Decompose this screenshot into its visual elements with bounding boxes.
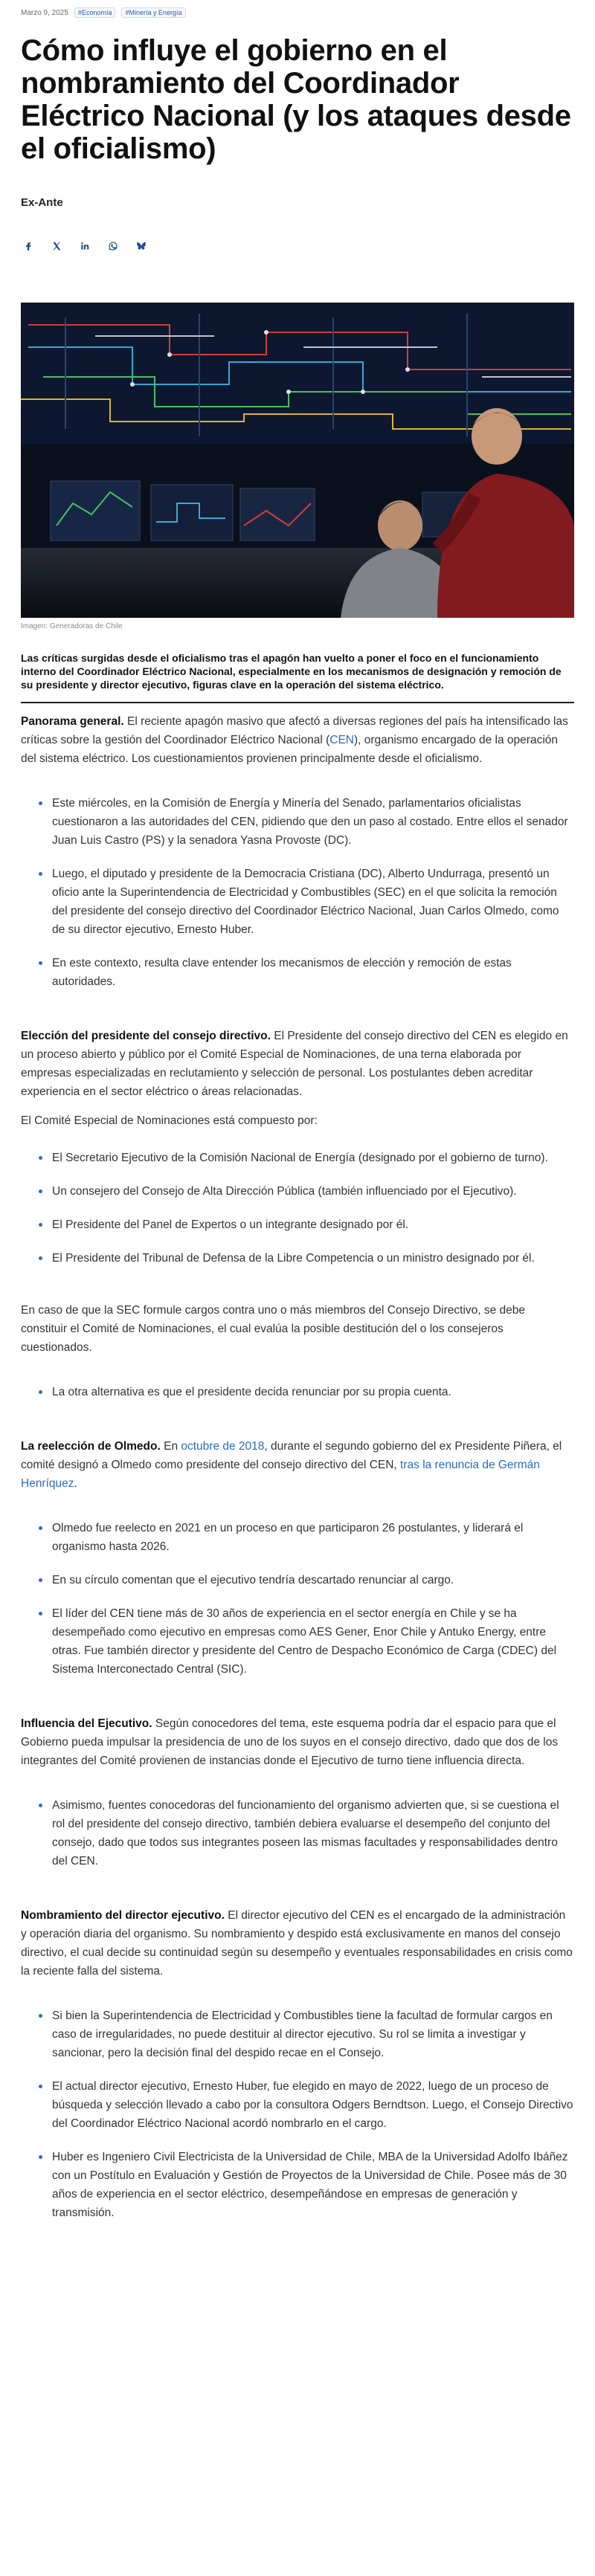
bullet-list (21, 794, 574, 991)
paragraph-text: , durante el segundo gobierno del ex Presidente Piñera, el comité designó a Olmedo como presidente del consejo directivo del CEN, (21, 1440, 562, 1471)
section-heading: La reelección de Olmedo. (21, 1440, 161, 1453)
tag-economia[interactable]: #Economía (74, 7, 116, 18)
list-item: Luego, el diputado y presidente de la Democracia Cristiana (DC), Alberto Undurraga, presentó un oficio ante la Superintendencia de Electricidad y Combustibles (SEC) en el que solicita la remoción del presidente del consejo directivo del Coordinador Eléctrico Nacional, Juan Carlos Olmedo, como de su director ejecutivo, Ernesto Huber. (21, 865, 574, 939)
bullet-list (21, 2007, 574, 2222)
author-name[interactable]: Ex-Ante (21, 196, 63, 209)
article-lead: Las críticas surgidas desde el oficialismo tras el apagón han vuelto a poner el foco en el funcionamiento interno del Coordinador Eléctrico Nacional, especialmente en los mecanismos de designación y remoción de su presidente y director ejecutivo, figuras clave en la operación del sistema eléctrico. (21, 651, 574, 703)
section-heading: Panorama general. (21, 715, 124, 728)
paragraph-text: . (74, 1477, 77, 1490)
list-item: La otra alternativa es que el presidente decida renunciar por su propia cuenta. (21, 1383, 574, 1401)
section-influencia (21, 1714, 574, 1770)
x-icon[interactable] (49, 239, 64, 254)
paragraph: En caso de que la SEC formule cargos contra uno o más miembros del Consejo Directivo, se debe constituir el Comité de Nominaciones, el cual evalúa la posible destitución del o los consejeros cuestionados. (21, 1304, 526, 1354)
cen-link[interactable]: CEN (329, 734, 354, 746)
section-director (21, 1906, 574, 1981)
publish-date: Marzo 9, 2025 (21, 8, 68, 17)
paragraph-text: ), organismo encargado de la operación del sistema eléctrico. Los cuestionamientos provienen principalmente desde el oficialismo. (21, 734, 559, 765)
list-item: El Presidente del Panel de Expertos o un integrante designado por él. (21, 1216, 574, 1234)
whatsapp-icon[interactable] (106, 239, 120, 254)
paragraph-text: El reciente apagón masivo que afectó a diversas regiones del país ha intensificado las críticas sobre la gestión del Coordinador Eléctrico Nacional ( (21, 715, 568, 746)
paragraph-text: El director ejecutivo del CEN es el encargado de la administración y operación diaria del organismo. Su nombramiento y despido está exclusivamente en manos del consejo directivo, el cual decide su continuidad según su desempeño y eventuales responsabilidades en crisis como la reciente falla del sistema. (21, 1909, 573, 1978)
paragraph: El Comité Especial de Nominaciones está compuesto por: (21, 1114, 318, 1127)
bullet-list (21, 1519, 574, 1679)
list-item: El Secretario Ejecutivo de la Comisión Nacional de Energía (designado por el gobierno de turno). (21, 1149, 574, 1167)
list-item: En este contexto, resulta clave entender los mecanismos de elección y remoción de estas autoridades. (21, 954, 574, 991)
article-meta (21, 0, 574, 19)
section-heading: Influencia del Ejecutivo. (21, 1717, 152, 1730)
list-item: Este miércoles, en la Comisión de Energía y Minería del Senado, parlamentarios oficialistas cuestionaron a las autoridades del CEN, pidiendo que den un paso al costado. Entre ellos el senador Juan Luis Castro (PS) y la senadora Yasna Provoste (DC). (21, 794, 574, 850)
section-heading: Elección del presidente del consejo directivo. (21, 1030, 271, 1042)
list-item: Si bien la Superintendencia de Electricidad y Combustibles tiene la facultad de formular cargos en caso de irregularidades, no puede destituir al director ejecutivo. Su rol se limita a investigar y sancionar, pero la decisión final del despido recae en el Consejo. (21, 2007, 574, 2062)
list-item: Un consejero del Consejo de Alta Dirección Pública (también influenciado por el Ejecutivo). (21, 1182, 574, 1201)
list-item: Olmedo fue reelecto en 2021 en un proceso en que participaron 26 postulantes, y liderará el organismo hasta 2026. (21, 1519, 574, 1556)
paragraph-text: Según conocedores del tema, este esquema podría dar el espacio para que el Gobierno pueda impulsar la presidencia de uno de los suyos en el consejo directivo, dado que dos de los integrantes del Comité provienen de instancias donde el Ejecutivo de turno tiene influencia directa. (21, 1717, 559, 1767)
bluesky-icon[interactable] (134, 239, 149, 254)
bullet-list (21, 1149, 574, 1268)
bullet-list (21, 1383, 574, 1401)
bullet-list (21, 1796, 574, 1870)
list-item: El Presidente del Tribunal de Defensa de la Libre Competencia o un ministro designado por él. (21, 1249, 574, 1268)
section-heading: Nombramiento del director ejecutivo. (21, 1909, 225, 1922)
list-item: En su círculo comentan que el ejecutivo tendría descartado renunciar al cargo. (21, 1571, 574, 1589)
section-panorama (21, 712, 574, 768)
paragraph-text: El Presidente del consejo directivo del CEN es elegido en un proceso abierto y público por el Comité Especial de Nominaciones, de una terna elaborada por empresas especializadas en reclutamiento y selección de personal. Los postulantes deben acreditar experiencia en el sector eléctrico o áreas relacionadas. (21, 1030, 568, 1098)
tag-mineria-energia[interactable]: #Minería y Energía (121, 7, 185, 18)
list-item: El líder del CEN tiene más de 30 años de experiencia en el sector energía en Chile y se ha desempeñado como ejecutivo en empresas como AES Gener, Enor Chile y Antuko Energy, entre otras. Fue también director y presidente del Centro de Despacho Económico de Carga (CDEC) del Sistema Interconectado Central (SIC). (21, 1604, 574, 1679)
list-item: El actual director ejecutivo, Ernesto Huber, fue elegido en mayo de 2022, luego de un proceso de búsqueda y selección llevado a cabo por la consultora Odgers Berndtson. Luego, el Consejo Directivo del Coordinador Eléctrico Nacional acordó nombrarlo en el cargo. (21, 2077, 574, 2133)
facebook-icon[interactable] (21, 239, 36, 254)
linkedin-icon[interactable] (77, 239, 92, 254)
article-title: Cómo influye el gobierno en el nombramiento del Coordinador Eléctrico Nacional (y los ataques desde el oficialismo) (21, 34, 571, 165)
image-caption: Imagen: Generadoras de Chile (21, 622, 123, 630)
paragraph-text: En (160, 1440, 181, 1453)
section-reeleccion (21, 1437, 574, 1493)
hero-image (21, 303, 574, 618)
list-item: Huber es Ingeniero Civil Electricista de la Universidad de Chile, MBA de la Universidad Adolfo Ibáñez con un Postítulo en Evaluación y Gestión de Proyectos de la Universidad de Chile. Posee más de 30 años de experiencia en el sector eléctrico, desempeñándose en empresas de generación y transmisión. (21, 2148, 574, 2222)
share-bar (21, 239, 574, 254)
list-item: Asimismo, fuentes conocedoras del funcionamiento del organismo advierten que, si se cuestiona el rol del presidente del consejo directivo, también debiera evaluarse el desempeño del conjunto del consejo, dado que todos sus integrantes poseen las mismas facultades y responsabilidades dentro del CEN. (21, 1796, 574, 1870)
section-eleccion (21, 1027, 574, 1101)
renuncia-henriquez-link[interactable]: tras la renuncia de Germán Henríquez (21, 1459, 540, 1490)
control-room-illustration (21, 303, 574, 618)
octubre-2018-link[interactable]: octubre de 2018 (181, 1440, 265, 1453)
